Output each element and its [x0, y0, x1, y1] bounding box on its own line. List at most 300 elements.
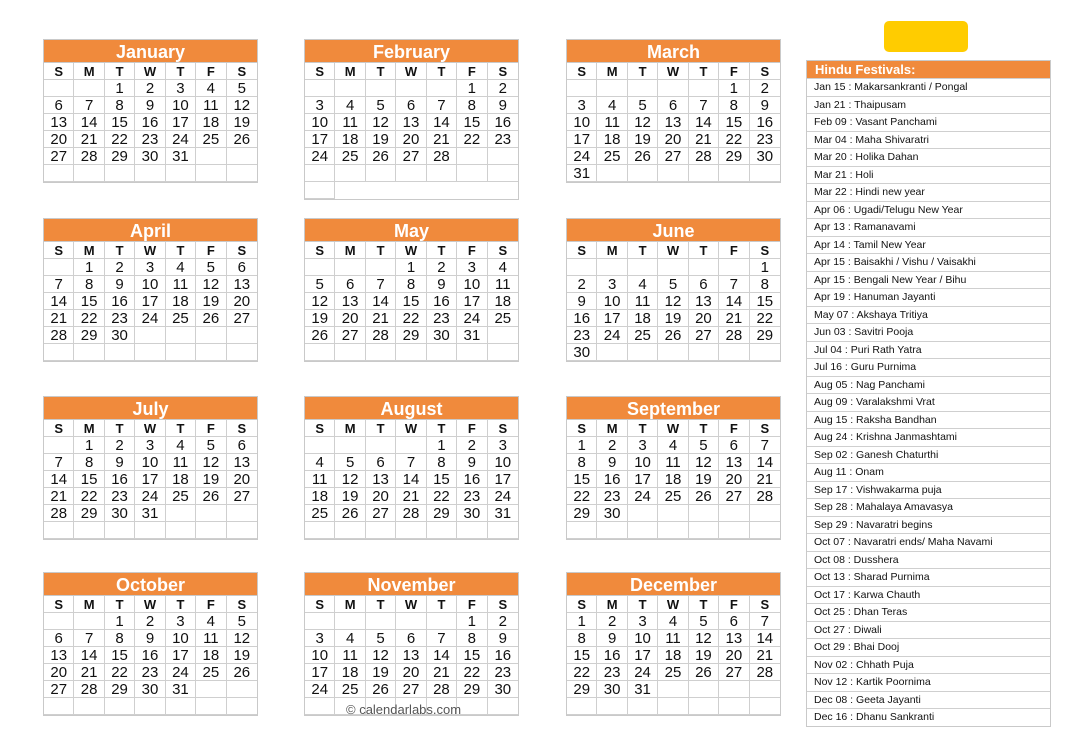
day-cell: [750, 505, 780, 522]
weekday-header: S: [305, 596, 335, 613]
day-cell: 18: [597, 131, 627, 148]
day-cell: 13: [719, 454, 749, 471]
day-cell: 31: [457, 327, 487, 344]
day-cell: 26: [227, 131, 257, 148]
day-cell: 5: [227, 613, 257, 630]
day-cell: 29: [750, 327, 780, 344]
day-cell: 27: [689, 327, 719, 344]
month-grid: [567, 242, 780, 361]
day-cell: 22: [74, 488, 104, 505]
weekday-header: T: [366, 63, 396, 80]
festival-item: Dec 08 : Geeta Jayanti: [807, 691, 1050, 709]
day-cell: 31: [488, 505, 518, 522]
day-cell: 24: [166, 131, 196, 148]
day-cell: 15: [567, 471, 597, 488]
day-cell: 12: [689, 454, 719, 471]
day-cell: 15: [750, 293, 780, 310]
festivals-list: [807, 78, 1050, 726]
day-cell: 20: [227, 293, 257, 310]
festival-item: Aug 05 : Nag Panchami: [807, 376, 1050, 394]
day-cell: 19: [305, 310, 335, 327]
day-cell: [74, 522, 104, 539]
day-cell: 7: [44, 276, 74, 293]
day-cell: 7: [719, 276, 749, 293]
day-cell: [44, 522, 74, 539]
day-cell: 21: [44, 488, 74, 505]
month-february: [304, 39, 519, 200]
day-cell: 15: [105, 114, 135, 131]
day-cell: 15: [427, 471, 457, 488]
month-november: [304, 572, 519, 716]
day-cell: 17: [166, 647, 196, 664]
day-cell: 16: [750, 114, 780, 131]
day-cell: 20: [44, 664, 74, 681]
day-cell: 27: [44, 681, 74, 698]
day-cell: 28: [719, 327, 749, 344]
day-cell: 17: [597, 310, 627, 327]
day-cell: 25: [488, 310, 518, 327]
day-cell: 26: [227, 664, 257, 681]
day-cell: 23: [105, 488, 135, 505]
day-cell: 2: [597, 613, 627, 630]
day-cell: 3: [135, 437, 165, 454]
month-grid: [567, 63, 780, 182]
day-cell: 3: [628, 437, 658, 454]
month-title: March: [567, 40, 780, 63]
day-cell: [457, 165, 487, 182]
day-cell: 30: [105, 327, 135, 344]
day-cell: 13: [396, 647, 426, 664]
festival-item: Jul 04 : Puri Rath Yatra: [807, 341, 1050, 359]
day-cell: [658, 80, 688, 97]
day-cell: 18: [658, 647, 688, 664]
day-cell: [227, 505, 257, 522]
festival-item: Oct 27 : Diwali: [807, 621, 1050, 639]
day-cell: 12: [196, 276, 226, 293]
day-cell: 1: [396, 259, 426, 276]
weekday-header: S: [44, 242, 74, 259]
day-cell: [457, 344, 487, 361]
weekday-header: F: [719, 63, 749, 80]
day-cell: 24: [305, 681, 335, 698]
day-cell: 1: [719, 80, 749, 97]
day-cell: 1: [74, 259, 104, 276]
day-cell: 13: [44, 647, 74, 664]
day-cell: 30: [135, 681, 165, 698]
festival-item: Sep 17 : Vishwakarma puja: [807, 481, 1050, 499]
day-cell: 10: [628, 454, 658, 471]
day-cell: 17: [488, 471, 518, 488]
day-cell: [658, 698, 688, 715]
day-cell: [196, 681, 226, 698]
day-cell: 30: [457, 505, 487, 522]
weekday-header: T: [166, 596, 196, 613]
weekday-header: S: [305, 63, 335, 80]
day-cell: 16: [567, 310, 597, 327]
day-cell: 31: [166, 148, 196, 165]
festival-item: Aug 09 : Varalakshmi Vrat: [807, 393, 1050, 411]
day-cell: 16: [457, 471, 487, 488]
day-cell: 8: [105, 630, 135, 647]
day-cell: 14: [44, 471, 74, 488]
day-cell: 27: [335, 327, 365, 344]
day-cell: 3: [135, 259, 165, 276]
festival-item: Mar 22 : Hindi new year: [807, 183, 1050, 201]
day-cell: 11: [335, 647, 365, 664]
day-cell: 2: [488, 80, 518, 97]
day-cell: [567, 80, 597, 97]
day-cell: 19: [628, 131, 658, 148]
day-cell: 7: [689, 97, 719, 114]
day-cell: [74, 698, 104, 715]
day-cell: 6: [396, 630, 426, 647]
weekday-header: T: [105, 596, 135, 613]
day-cell: [166, 698, 196, 715]
day-cell: [196, 165, 226, 182]
day-cell: 23: [567, 327, 597, 344]
day-cell: 5: [658, 276, 688, 293]
day-cell: [658, 681, 688, 698]
day-cell: 30: [567, 344, 597, 361]
day-cell: 25: [166, 488, 196, 505]
day-cell: 1: [105, 80, 135, 97]
day-cell: 26: [689, 488, 719, 505]
day-cell: [689, 259, 719, 276]
day-cell: 26: [658, 327, 688, 344]
day-cell: 24: [488, 488, 518, 505]
day-cell: 9: [488, 630, 518, 647]
day-cell: 18: [335, 131, 365, 148]
weekday-header: W: [658, 420, 688, 437]
festival-item: Mar 04 : Maha Shivaratri: [807, 131, 1050, 149]
day-cell: [689, 522, 719, 539]
day-cell: 25: [628, 327, 658, 344]
day-cell: 8: [74, 454, 104, 471]
day-cell: 1: [567, 437, 597, 454]
day-cell: 6: [335, 276, 365, 293]
day-cell: 14: [44, 293, 74, 310]
day-cell: 9: [105, 454, 135, 471]
weekday-header: M: [74, 420, 104, 437]
day-cell: 6: [658, 97, 688, 114]
day-cell: 21: [750, 471, 780, 488]
day-cell: 21: [396, 488, 426, 505]
festival-item: Oct 25 : Dhan Teras: [807, 603, 1050, 621]
day-cell: [628, 522, 658, 539]
day-cell: 22: [457, 664, 487, 681]
day-cell: 13: [658, 114, 688, 131]
day-cell: 19: [658, 310, 688, 327]
festival-item: Oct 08 : Dusshera: [807, 551, 1050, 569]
day-cell: 22: [105, 664, 135, 681]
day-cell: 19: [689, 647, 719, 664]
day-cell: 29: [74, 327, 104, 344]
day-cell: 10: [597, 293, 627, 310]
day-cell: 3: [305, 97, 335, 114]
day-cell: 9: [135, 97, 165, 114]
day-cell: 28: [74, 681, 104, 698]
day-cell: 5: [366, 97, 396, 114]
day-cell: [196, 148, 226, 165]
day-cell: 14: [719, 293, 749, 310]
day-cell: 7: [44, 454, 74, 471]
day-cell: 12: [628, 114, 658, 131]
weekday-header: S: [750, 63, 780, 80]
weekday-header: T: [628, 596, 658, 613]
day-cell: 21: [719, 310, 749, 327]
weekday-header: M: [597, 63, 627, 80]
weekday-header: S: [44, 596, 74, 613]
day-cell: 5: [689, 437, 719, 454]
day-cell: 16: [488, 647, 518, 664]
day-cell: 13: [227, 454, 257, 471]
day-cell: [227, 522, 257, 539]
day-cell: 16: [597, 647, 627, 664]
day-cell: [396, 613, 426, 630]
day-cell: [227, 698, 257, 715]
day-cell: 20: [719, 471, 749, 488]
day-cell: 20: [366, 488, 396, 505]
month-title: October: [44, 573, 257, 596]
month-grid: [567, 420, 780, 539]
day-cell: [335, 522, 365, 539]
day-cell: 18: [628, 310, 658, 327]
day-cell: [335, 344, 365, 361]
month-may: [304, 218, 519, 362]
day-cell: 31: [567, 165, 597, 182]
festival-item: Oct 07 : Navaratri ends/ Maha Navami: [807, 533, 1050, 551]
month-grid: [44, 63, 257, 182]
weekday-header: W: [135, 420, 165, 437]
day-cell: 17: [457, 293, 487, 310]
weekday-header: F: [457, 420, 487, 437]
day-cell: 17: [628, 471, 658, 488]
day-cell: 3: [628, 613, 658, 630]
festival-item: Sep 28 : Mahalaya Amavasya: [807, 498, 1050, 516]
festival-item: Apr 15 : Bengali New Year / Bihu: [807, 271, 1050, 289]
weekday-header: M: [74, 63, 104, 80]
day-cell: [427, 613, 457, 630]
day-cell: 9: [597, 454, 627, 471]
day-cell: 6: [227, 437, 257, 454]
day-cell: [396, 437, 426, 454]
day-cell: 10: [567, 114, 597, 131]
day-cell: [135, 344, 165, 361]
month-title: February: [305, 40, 518, 63]
festival-item: Feb 09 : Vasant Panchami: [807, 113, 1050, 131]
day-cell: [44, 165, 74, 182]
day-cell: 10: [305, 647, 335, 664]
weekday-header: S: [488, 242, 518, 259]
day-cell: 3: [567, 97, 597, 114]
day-cell: 2: [567, 276, 597, 293]
day-cell: 8: [719, 97, 749, 114]
day-cell: 7: [750, 437, 780, 454]
day-cell: 12: [366, 647, 396, 664]
day-cell: [597, 259, 627, 276]
day-cell: 9: [750, 97, 780, 114]
day-cell: 11: [658, 630, 688, 647]
weekday-header: F: [196, 420, 226, 437]
day-cell: 25: [335, 148, 365, 165]
day-cell: 24: [567, 148, 597, 165]
day-cell: 13: [227, 276, 257, 293]
day-cell: 15: [719, 114, 749, 131]
day-cell: 7: [366, 276, 396, 293]
day-cell: 12: [366, 114, 396, 131]
day-cell: 20: [227, 471, 257, 488]
day-cell: [689, 698, 719, 715]
day-cell: [457, 698, 487, 715]
day-cell: 19: [227, 114, 257, 131]
day-cell: [597, 165, 627, 182]
day-cell: 9: [488, 97, 518, 114]
day-cell: 29: [396, 327, 426, 344]
weekday-header: S: [488, 63, 518, 80]
day-cell: 29: [74, 505, 104, 522]
day-cell: 12: [305, 293, 335, 310]
day-cell: 2: [597, 437, 627, 454]
day-cell: 1: [457, 80, 487, 97]
day-cell: 27: [44, 148, 74, 165]
day-cell: 22: [719, 131, 749, 148]
weekday-header: M: [74, 596, 104, 613]
day-cell: 17: [628, 647, 658, 664]
day-cell: 11: [166, 454, 196, 471]
day-cell: [196, 698, 226, 715]
weekday-header: M: [74, 242, 104, 259]
day-cell: [750, 681, 780, 698]
day-cell: 6: [227, 259, 257, 276]
day-cell: [689, 80, 719, 97]
month-october: [43, 572, 258, 716]
festival-item: Aug 15 : Raksha Bandhan: [807, 411, 1050, 429]
day-cell: 29: [457, 681, 487, 698]
day-cell: [427, 344, 457, 361]
day-cell: [227, 165, 257, 182]
day-cell: 30: [105, 505, 135, 522]
day-cell: [305, 182, 335, 199]
day-cell: 24: [628, 488, 658, 505]
weekday-header: T: [427, 63, 457, 80]
day-cell: [628, 165, 658, 182]
day-cell: 18: [335, 664, 365, 681]
weekday-header: W: [135, 242, 165, 259]
day-cell: [427, 165, 457, 182]
day-cell: 8: [750, 276, 780, 293]
day-cell: 23: [457, 488, 487, 505]
day-cell: [74, 165, 104, 182]
weekday-header: S: [44, 420, 74, 437]
festival-item: Apr 06 : Ugadi/Telugu New Year: [807, 201, 1050, 219]
weekday-header: S: [750, 420, 780, 437]
day-cell: 12: [227, 97, 257, 114]
day-cell: 23: [427, 310, 457, 327]
day-cell: 27: [366, 505, 396, 522]
weekday-header: M: [335, 420, 365, 437]
day-cell: 30: [488, 681, 518, 698]
weekday-header: M: [597, 242, 627, 259]
day-cell: 15: [457, 114, 487, 131]
weekday-header: T: [105, 420, 135, 437]
day-cell: 28: [750, 488, 780, 505]
day-cell: [305, 259, 335, 276]
day-cell: 22: [567, 664, 597, 681]
day-cell: [719, 522, 749, 539]
day-cell: 5: [227, 80, 257, 97]
festival-item: Oct 29 : Bhai Dooj: [807, 638, 1050, 656]
weekday-header: F: [719, 420, 749, 437]
day-cell: 3: [457, 259, 487, 276]
day-cell: [305, 522, 335, 539]
day-cell: 16: [488, 114, 518, 131]
day-cell: 6: [366, 454, 396, 471]
day-cell: 4: [335, 97, 365, 114]
day-cell: 18: [488, 293, 518, 310]
day-cell: [689, 681, 719, 698]
day-cell: 10: [628, 630, 658, 647]
day-cell: 28: [427, 681, 457, 698]
day-cell: 18: [166, 293, 196, 310]
day-cell: [305, 165, 335, 182]
festival-item: May 07 : Akshaya Tritiya: [807, 306, 1050, 324]
weekday-header: T: [689, 242, 719, 259]
month-grid: [44, 242, 257, 361]
day-cell: 13: [335, 293, 365, 310]
day-cell: 22: [74, 310, 104, 327]
day-cell: [719, 681, 749, 698]
festival-item: Jun 03 : Savitri Pooja: [807, 323, 1050, 341]
month-title: September: [567, 397, 780, 420]
festivals-title: Hindu Festivals:: [807, 61, 1050, 78]
day-cell: 19: [196, 293, 226, 310]
day-cell: 12: [227, 630, 257, 647]
weekday-header: T: [427, 242, 457, 259]
day-cell: 18: [305, 488, 335, 505]
day-cell: 25: [597, 148, 627, 165]
day-cell: 22: [396, 310, 426, 327]
day-cell: 31: [628, 681, 658, 698]
day-cell: 1: [74, 437, 104, 454]
weekday-header: T: [366, 596, 396, 613]
day-cell: 4: [196, 80, 226, 97]
day-cell: [457, 522, 487, 539]
festival-item: Nov 02 : Chhath Puja: [807, 656, 1050, 674]
month-title: April: [44, 219, 257, 242]
day-cell: 7: [396, 454, 426, 471]
day-cell: 24: [135, 488, 165, 505]
day-cell: 4: [335, 630, 365, 647]
day-cell: 7: [74, 97, 104, 114]
weekday-header: T: [105, 242, 135, 259]
day-cell: 28: [366, 327, 396, 344]
weekday-header: S: [227, 596, 257, 613]
day-cell: [396, 344, 426, 361]
day-cell: 19: [335, 488, 365, 505]
weekday-header: T: [166, 420, 196, 437]
day-cell: 5: [335, 454, 365, 471]
day-cell: 26: [335, 505, 365, 522]
day-cell: 25: [196, 664, 226, 681]
day-cell: 15: [396, 293, 426, 310]
day-cell: 20: [44, 131, 74, 148]
day-cell: [196, 327, 226, 344]
day-cell: [105, 344, 135, 361]
month-june: [566, 218, 781, 362]
day-cell: 17: [567, 131, 597, 148]
weekday-header: S: [305, 242, 335, 259]
day-cell: 10: [135, 276, 165, 293]
